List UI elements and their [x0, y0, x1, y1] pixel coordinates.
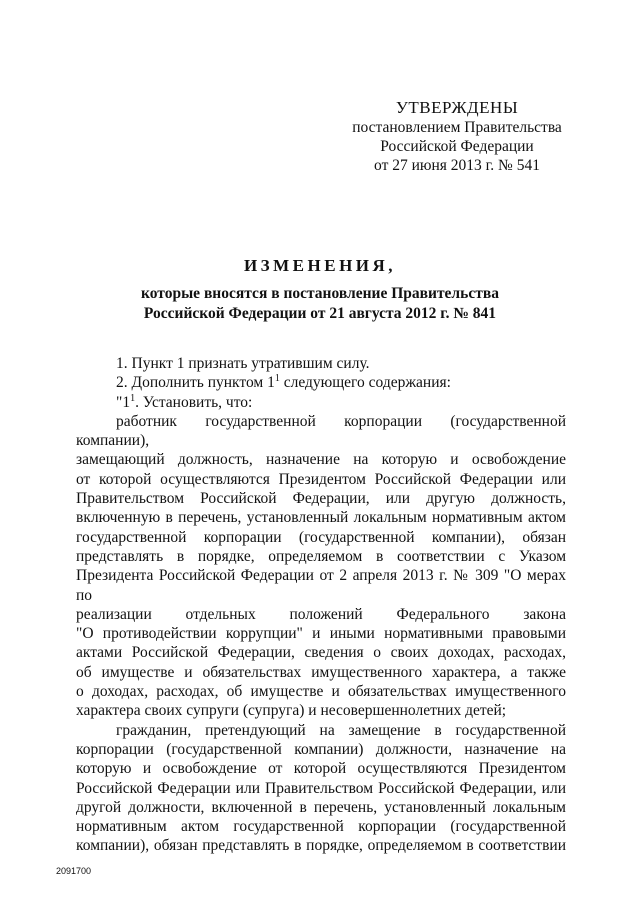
document-subtitle	[0, 284, 640, 324]
approval-line-1: постановлением Правительства	[352, 119, 562, 136]
text-line: представлять в порядке, определяемом в соответствии с Указом	[76, 547, 566, 565]
text-line: Российской Федерации или Правительством Российской Федерации, или	[76, 779, 566, 797]
paragraph-1	[76, 412, 566, 721]
text-line: другой должности, включенной в перечень, установленный локальным	[76, 798, 566, 816]
text-line: которую и освобождение от которой осуществляются Президентом	[76, 760, 566, 778]
text-line: Президента Российской Федерации от 2 апреля 2013 г. № 309 "О мерах по	[76, 567, 566, 604]
footer-document-code: 2091700	[56, 866, 92, 876]
approval-line-3: от 27 июня 2013 г. № 541	[374, 157, 540, 174]
text-line: нормативным актом государственной корпорации (государственной	[76, 818, 566, 836]
text-line: от которой осуществляются Президентом Российской Федерации или	[76, 470, 566, 488]
document-title: ИЗМЕНЕНИЯ,	[243, 256, 397, 275]
text-line: государственной корпорации (государственной компании), обязан	[76, 528, 566, 546]
text-line: включенную в перечень, установленный локальным нормативным актом	[76, 509, 566, 527]
text-line: гражданин, претендующий на замещение в государственной	[116, 721, 566, 739]
text-line: характера своих супруги (супруга) и несовершеннолетних детей;	[76, 702, 507, 720]
item-2: 2. Дополнить пунктом $1^1$ следующего содержания:	[116, 373, 451, 392]
document-body	[76, 354, 566, 856]
text-line: Правительством Российской Федерации, или другую должность,	[76, 490, 566, 508]
text-line: актами Российской Федерации, сведения о своих доходах, расходах,	[76, 644, 566, 662]
superscript: 1	[130, 392, 136, 404]
approval-block	[352, 98, 562, 175]
text-line: о доходах, расходах, об имуществе и обязательствах имущественного	[76, 683, 566, 701]
subtitle-line-1: которые вносятся в постановление Правительства	[141, 285, 499, 302]
item-1: 1. Пункт 1 признать утратившим силу.	[116, 355, 370, 372]
quote-start: "$1^1$. Установить, что:	[116, 392, 253, 411]
paragraph-2	[76, 721, 566, 856]
approval-heading: УТВЕРЖДЕНЫ	[395, 98, 519, 117]
text-line: реализации отдельных положений Федерального закона	[76, 605, 566, 623]
text-line: работник государственной корпорации (государственной компании),	[76, 412, 566, 450]
text-line: "О противодействии коррупции" и иными нормативными правовыми	[76, 625, 566, 643]
text-line: корпорации (государственной компании) должности, назначение на	[76, 740, 566, 758]
subtitle-line-2: Российской Федерации от 21 августа 2012 г. № 841	[143, 305, 497, 322]
superscript: 1	[274, 373, 280, 385]
text-line: компании), обязан представлять в порядке, определяемом в соответствии	[76, 837, 566, 855]
text-line: замещающий должность, назначение на которую и освобождение	[76, 451, 566, 469]
text-line: об имуществе и обязательствах имущественного характера, а также	[76, 663, 566, 681]
approval-line-2: Российской Федерации	[380, 138, 534, 155]
